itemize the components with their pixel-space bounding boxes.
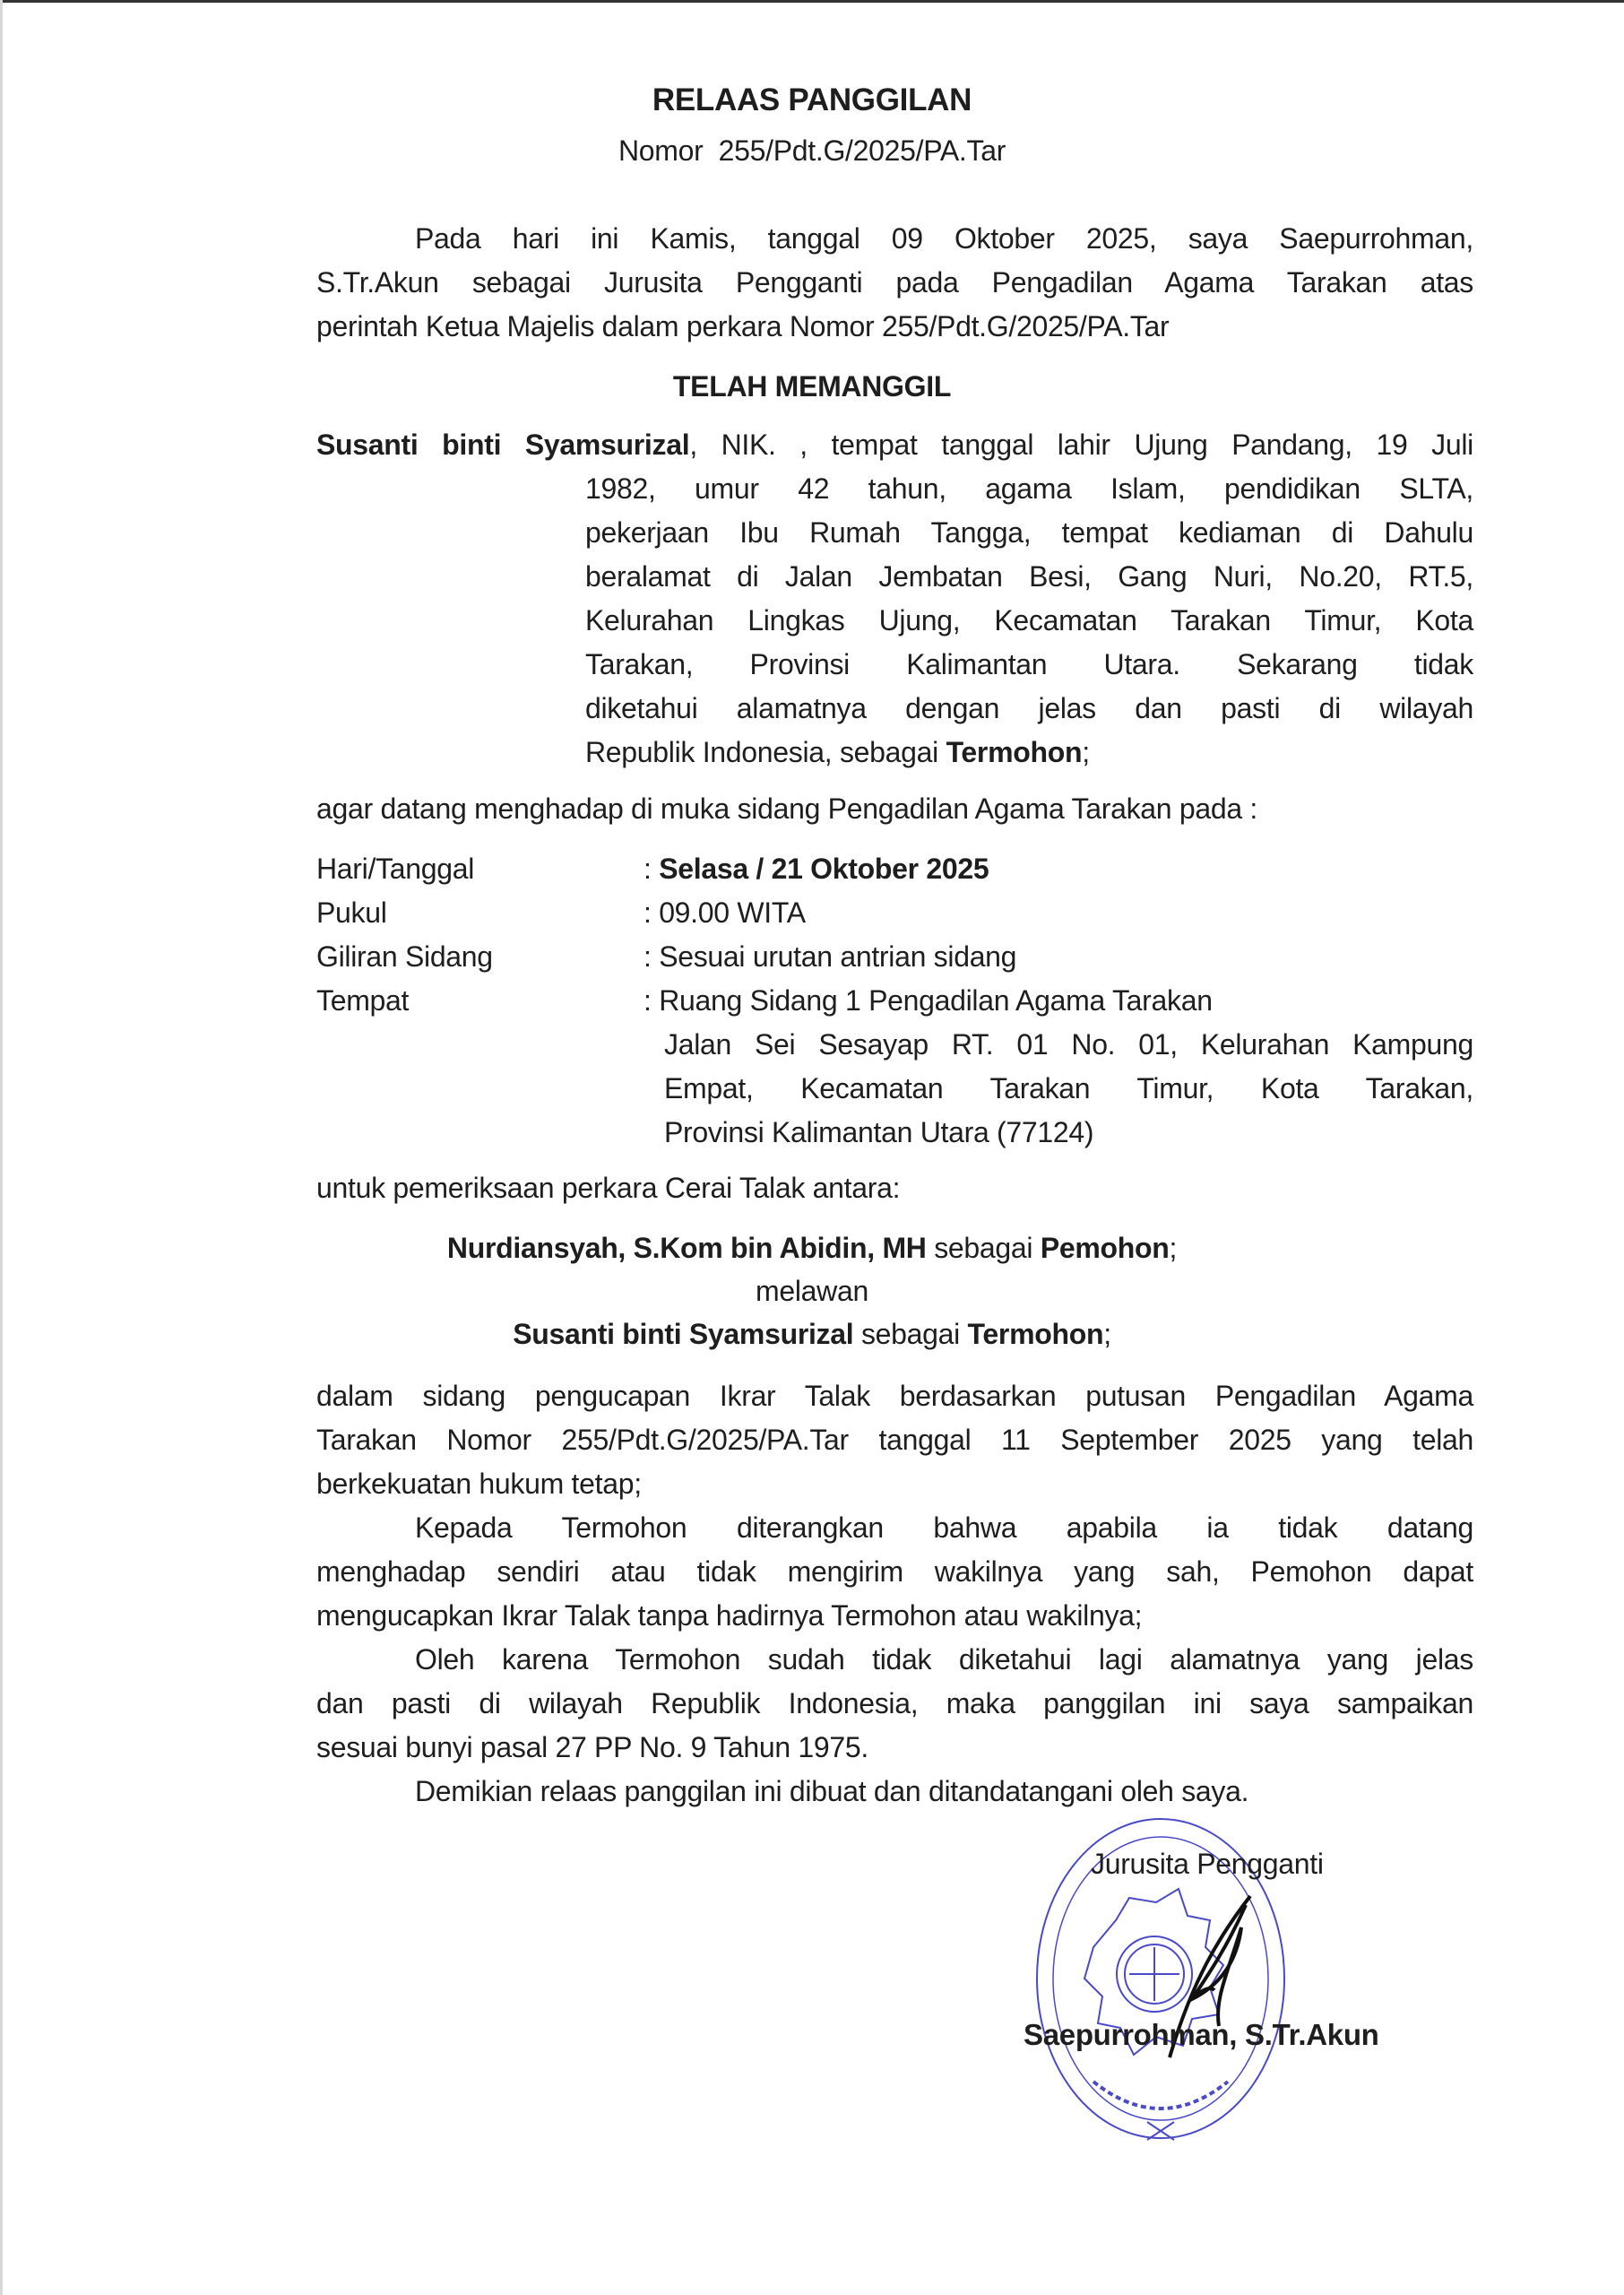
page-top-border (0, 0, 1624, 3)
text: Tarakan Nomor 255/Pdt.G/2025/PA.Tar tanggal 11 September 2025 yang telah (316, 1424, 1473, 1456)
party-line (585, 602, 1473, 638)
case-line (316, 1170, 900, 1206)
party-line (585, 646, 1473, 682)
schedule-value (644, 939, 1016, 974)
text: ; (1082, 736, 1090, 768)
bold-text: Nurdiansyah, S.Kom bin Abidin, MH (446, 1232, 927, 1264)
bold-text: Susanti binti Syamsurizal (316, 429, 690, 461)
address-line (664, 1114, 1093, 1150)
text: menghadap sendiri atau tidak mengirim wakilnya yang sah, Pemohon dapat (316, 1555, 1473, 1588)
party-line (585, 559, 1473, 594)
text: : (644, 940, 660, 973)
paragraph-line (316, 1378, 1473, 1414)
text: Sesuai urutan antrian sidang (659, 940, 1017, 973)
text: Hari/Tanggal (316, 853, 475, 885)
text: Tarakan, Provinsi Kalimantan Utara. Sekarang tidak (585, 648, 1473, 680)
text: Giliran Sidang (316, 940, 493, 973)
document-title: RELAAS PANGGILAN (652, 82, 972, 117)
text: Demikian relaas panggilan ini dibuat dan ditandatangani oleh saya. (415, 1775, 1249, 1807)
text: sebagai (926, 1232, 1041, 1264)
page-left-border (0, 0, 3, 2295)
text: ; (1103, 1318, 1111, 1350)
bold-text: Pemohon (1040, 1232, 1170, 1264)
case-number: Nomor 255/Pdt.G/2025/PA.Tar (618, 134, 1006, 167)
party-line (585, 471, 1473, 507)
text: sebagai (853, 1318, 968, 1350)
schedule-label (316, 851, 474, 887)
paragraph-line (415, 1641, 1473, 1677)
text: S.Tr.Akun sebagai Jurusita Pengganti pada Pengadilan Agama Tarakan atas (316, 266, 1473, 299)
summon-line (316, 791, 1257, 827)
text: Pada hari ini Kamis, tanggal 09 Oktober 2025, saya Saepurrohman, (415, 222, 1473, 255)
bold-text: TELAH MEMANGGIL (672, 370, 952, 403)
text: 1982, umur 42 tahun, agama Islam, pendidikan SLTA, (585, 472, 1473, 505)
text: Republik Indonesia, sebagai (585, 736, 946, 768)
text: beralamat di Jalan Jembatan Besi, Gang Nuri, No.20, RT.5, (585, 560, 1473, 593)
paragraph-line (415, 1510, 1473, 1546)
schedule-value (644, 983, 1213, 1018)
text: ; (1169, 1232, 1178, 1264)
bold-text: Selasa / 21 Oktober 2025 (659, 853, 989, 885)
party-line (585, 515, 1473, 550)
schedule-label (316, 895, 387, 931)
applicant-line (0, 1230, 1624, 1266)
schedule-label (316, 983, 409, 1018)
paragraph-line (316, 1685, 1473, 1721)
schedule-label (316, 939, 493, 974)
party-line (585, 690, 1473, 726)
text: untuk pemeriksaan perkara Cerai Talak antara: (316, 1172, 901, 1204)
address-line (664, 1070, 1473, 1106)
section-heading (0, 368, 1624, 404)
text: Provinsi Kalimantan Utara (77124) (664, 1116, 1094, 1148)
paragraph-line (316, 1598, 1142, 1633)
text: : (644, 984, 660, 1017)
text: 09.00 WITA (659, 896, 806, 929)
signer-name: Saepurrohman, S.Tr.Akun (1024, 2018, 1379, 2051)
bold-text: Termohon (967, 1318, 1104, 1350)
bold-text: Susanti binti Syamsurizal (513, 1318, 854, 1350)
text: Ruang Sidang 1 Pengadilan Agama Tarakan (659, 984, 1213, 1017)
text: diketahui alamatnya dengan jelas dan pasti di wilayah (585, 692, 1473, 724)
schedule-value (644, 851, 989, 887)
text: : (644, 853, 660, 885)
signer-position: Jurusita Pengganti (1091, 1848, 1324, 1880)
text: Tempat (316, 984, 410, 1017)
opening-line (316, 264, 1473, 300)
text: dalam sidang pengucapan Ikrar Talak berdasarkan putusan Pengadilan Agama (316, 1380, 1473, 1412)
text: Empat, Kecamatan Tarakan Timur, Kota Tarakan, (664, 1072, 1473, 1104)
address-line (664, 1026, 1473, 1062)
paragraph-line (316, 1729, 868, 1765)
text: Kepada Termohon diterangkan bahwa apabila ia tidak datang (415, 1511, 1473, 1544)
text: perintah Ketua Majelis dalam perkara Nomor 255/Pdt.G/2025/PA.Tar (316, 310, 1170, 342)
text: berkekuatan hukum tetap; (316, 1468, 642, 1500)
text: sesuai bunyi pasal 27 PP No. 9 Tahun 1975. (316, 1731, 869, 1763)
opening-line (415, 221, 1473, 256)
text: Jalan Sei Sesayap RT. 01 No. 01, Kelurahan Kampung (664, 1028, 1473, 1061)
paragraph-line (415, 1773, 1248, 1809)
text: Kelurahan Lingkas Ujung, Kecamatan Tarakan Timur, Kota (585, 604, 1473, 637)
party-line (585, 734, 1090, 770)
text: dan pasti di wilayah Republik Indonesia, maka panggilan ini saya sampaikan (316, 1687, 1473, 1719)
text: Oleh karena Termohon sudah tidak diketahui lagi alamatnya yang jelas (415, 1643, 1473, 1676)
schedule-value (644, 895, 806, 931)
paragraph-line (316, 1554, 1473, 1589)
opening-line (316, 308, 1169, 344)
respondent-line (0, 1316, 1624, 1352)
text: pekerjaan Ibu Rumah Tangga, tempat kediaman di Dahulu (585, 516, 1473, 549)
text: melawan (756, 1275, 868, 1307)
paragraph-line (316, 1422, 1473, 1458)
text: mengucapkan Ikrar Talak tanpa hadirnya Termohon atau wakilnya; (316, 1599, 1143, 1632)
versus-line (0, 1273, 1624, 1309)
text: agar datang menghadap di muka sidang Pengadilan Agama Tarakan pada : (316, 792, 1258, 825)
text: Pukul (316, 896, 387, 929)
text: : (644, 896, 660, 929)
text: , NIK. , tempat tanggal lahir Ujung Pandang, 19 Juli (689, 429, 1473, 461)
paragraph-line (316, 1466, 642, 1502)
party-line (316, 427, 1473, 463)
bold-text: Termohon (946, 736, 1083, 768)
